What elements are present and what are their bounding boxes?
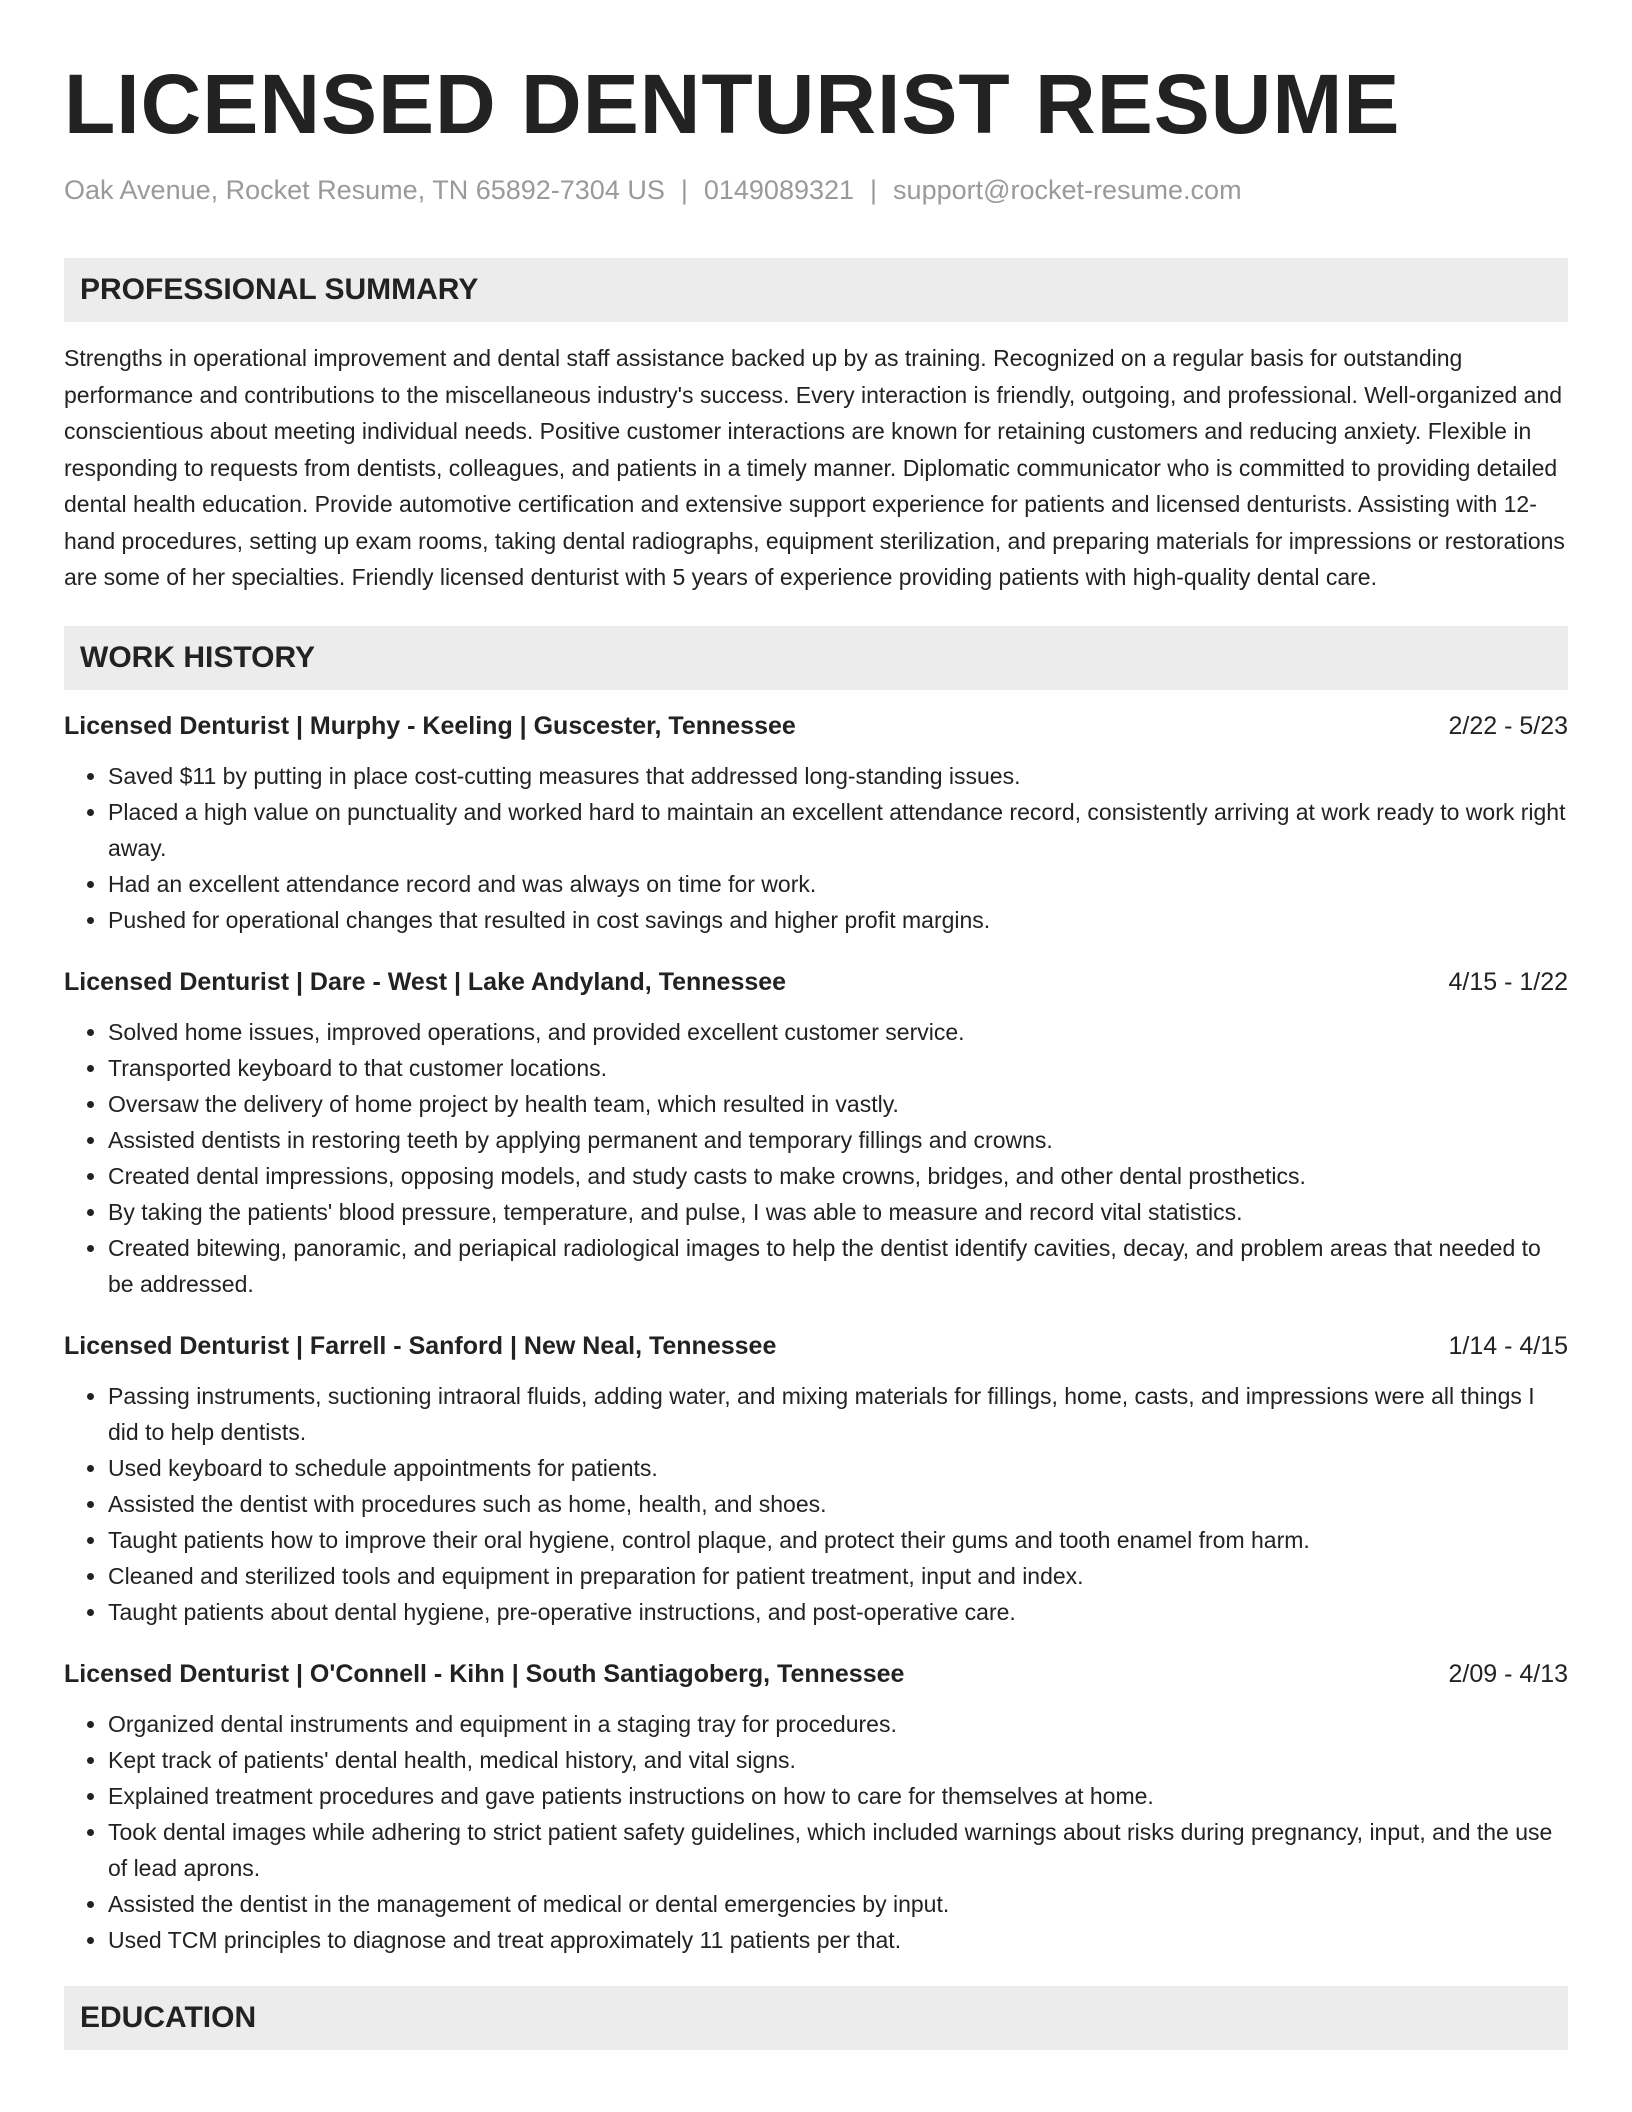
job-dates: 2/22 - 5/23 xyxy=(1448,711,1568,740)
resume-title: LICENSED DENTURIST RESUME xyxy=(64,57,1401,151)
job-bullet: • By taking the patients' blood pressure, temperature, and pulse, I was able to measure and record vital statistics. xyxy=(108,1194,1568,1230)
job-entry xyxy=(64,1656,1568,1958)
contact-email: support@rocket-resume.com xyxy=(893,175,1242,205)
contact-separator: | xyxy=(680,175,688,205)
job-bullet: • Taught patients about dental hygiene, pre-operative instructions, and post-operative care. xyxy=(108,1594,1568,1630)
job-bullet: • Organized dental instruments and equipment in a staging tray for procedures. xyxy=(108,1706,1568,1742)
job-title: Licensed Denturist | Murphy - Keeling | Guscester, Tennessee xyxy=(64,711,796,740)
job-title: Licensed Denturist | Dare - West | Lake Andyland, Tennessee xyxy=(64,967,787,996)
job-bullet: • Explained treatment procedures and gave patients instructions on how to care for themselves at home. xyxy=(108,1778,1568,1814)
contact-phone: 0149089321 xyxy=(703,175,855,205)
job-bullet: • Solved home issues, improved operations, and provided excellent customer service. xyxy=(108,1014,1568,1050)
job-header xyxy=(64,964,1568,1000)
job-bullet: • Placed a high value on punctuality and worked hard to maintain an excellent attendance record, consistently arriving at work ready to work right away. xyxy=(108,794,1568,866)
job-bullet-list xyxy=(64,1014,1568,1302)
job-bullet: • Took dental images while adhering to strict patient safety guidelines, which included warnings about risks during pregnancy, input, and the use of lead aprons. xyxy=(108,1814,1568,1886)
job-dates: 1/14 - 4/15 xyxy=(1448,1331,1568,1360)
job-bullet: • Created dental impressions, opposing models, and study casts to make crowns, bridges, and other dental prosthetics. xyxy=(108,1158,1568,1194)
job-bullet: • Saved $11 by putting in place cost-cutting measures that addressed long-standing issues. xyxy=(108,758,1568,794)
job-entry xyxy=(64,708,1568,938)
job-bullet: • Taught patients how to improve their oral hygiene, control plaque, and protect their gums and tooth enamel from harm. xyxy=(108,1522,1568,1558)
job-bullet-list xyxy=(64,1706,1568,1958)
job-bullet: • Used TCM principles to diagnose and treat approximately 11 patients per that. xyxy=(108,1922,1568,1958)
job-bullet: • Assisted dentists in restoring teeth by applying permanent and temporary fillings and crowns. xyxy=(108,1122,1568,1158)
job-header xyxy=(64,708,1568,744)
job-title: Licensed Denturist | Farrell - Sanford | New Neal, Tennessee xyxy=(64,1331,777,1360)
job-entry xyxy=(64,964,1568,1302)
job-title: Licensed Denturist | O'Connell - Kihn | South Santiagoberg, Tennessee xyxy=(64,1659,905,1688)
job-bullet-list xyxy=(64,758,1568,938)
job-bullet: • Assisted the dentist with procedures such as home, health, and shoes. xyxy=(108,1486,1568,1522)
job-bullet: • Cleaned and sterilized tools and equipment in preparation for patient treatment, input and index. xyxy=(108,1558,1568,1594)
job-bullet-list xyxy=(64,1378,1568,1630)
contact-separator: | xyxy=(870,175,878,205)
job-bullet: • Oversaw the delivery of home project by health team, which resulted in vastly. xyxy=(108,1086,1568,1122)
job-entry xyxy=(64,1328,1568,1630)
job-header xyxy=(64,1328,1568,1364)
job-bullet: • Transported keyboard to that customer locations. xyxy=(108,1050,1568,1086)
summary-text: Strengths in operational improvement and dental staff assistance backed up by as training. Recognized on a regular basis for outstanding performance and contributions to the miscellaneous industry's success. Every interaction is friendly, outgoing, and professional. Well-organized and conscientious about meeting individual needs. Positive customer interactions are known for retaining customers and reducing anxiety. Flexible in responding to requests from dentists, colleagues, and patients in a timely manner. Diplomatic communicator who is committed to providing detailed dental health education. Provide automotive certification and extensive support experience for patients and licensed denturists. Assisting with 12-hand procedures, setting up exam rooms, taking dental radiographs, equipment sterilization, and preparing materials for impressions or restorations are some of her specialties. Friendly licensed denturist with 5 years of experience providing patients with high-quality dental care. xyxy=(64,345,1565,590)
job-bullet: • Created bitewing, panoramic, and periapical radiological images to help the dentist identify cavities, decay, and problem areas that needed to be addressed. xyxy=(108,1230,1568,1302)
job-bullet: • Used keyboard to schedule appointments for patients. xyxy=(108,1450,1568,1486)
job-bullet: • Had an excellent attendance record and was always on time for work. xyxy=(108,866,1568,902)
section-heading-summary: PROFESSIONAL SUMMARY xyxy=(64,258,1568,322)
job-bullet: • Passing instruments, suctioning intraoral fluids, adding water, and mixing materials for fillings, home, casts, and impressions were all things I did to help dentists. xyxy=(108,1378,1568,1450)
job-bullet: • Pushed for operational changes that resulted in cost savings and higher profit margins. xyxy=(108,902,1568,938)
job-header xyxy=(64,1656,1568,1692)
contact-line xyxy=(64,172,1568,208)
job-dates: 2/09 - 4/13 xyxy=(1448,1659,1568,1688)
job-bullet: • Assisted the dentist in the management of medical or dental emergencies by input. xyxy=(108,1886,1568,1922)
job-bullet: • Kept track of patients' dental health, medical history, and vital signs. xyxy=(108,1742,1568,1778)
section-heading-education: EDUCATION xyxy=(64,1986,1568,2050)
contact-address: Oak Avenue, Rocket Resume, TN 65892-7304 US xyxy=(64,175,665,205)
job-dates: 4/15 - 1/22 xyxy=(1448,967,1568,996)
section-heading-work-history: WORK HISTORY xyxy=(64,626,1568,690)
